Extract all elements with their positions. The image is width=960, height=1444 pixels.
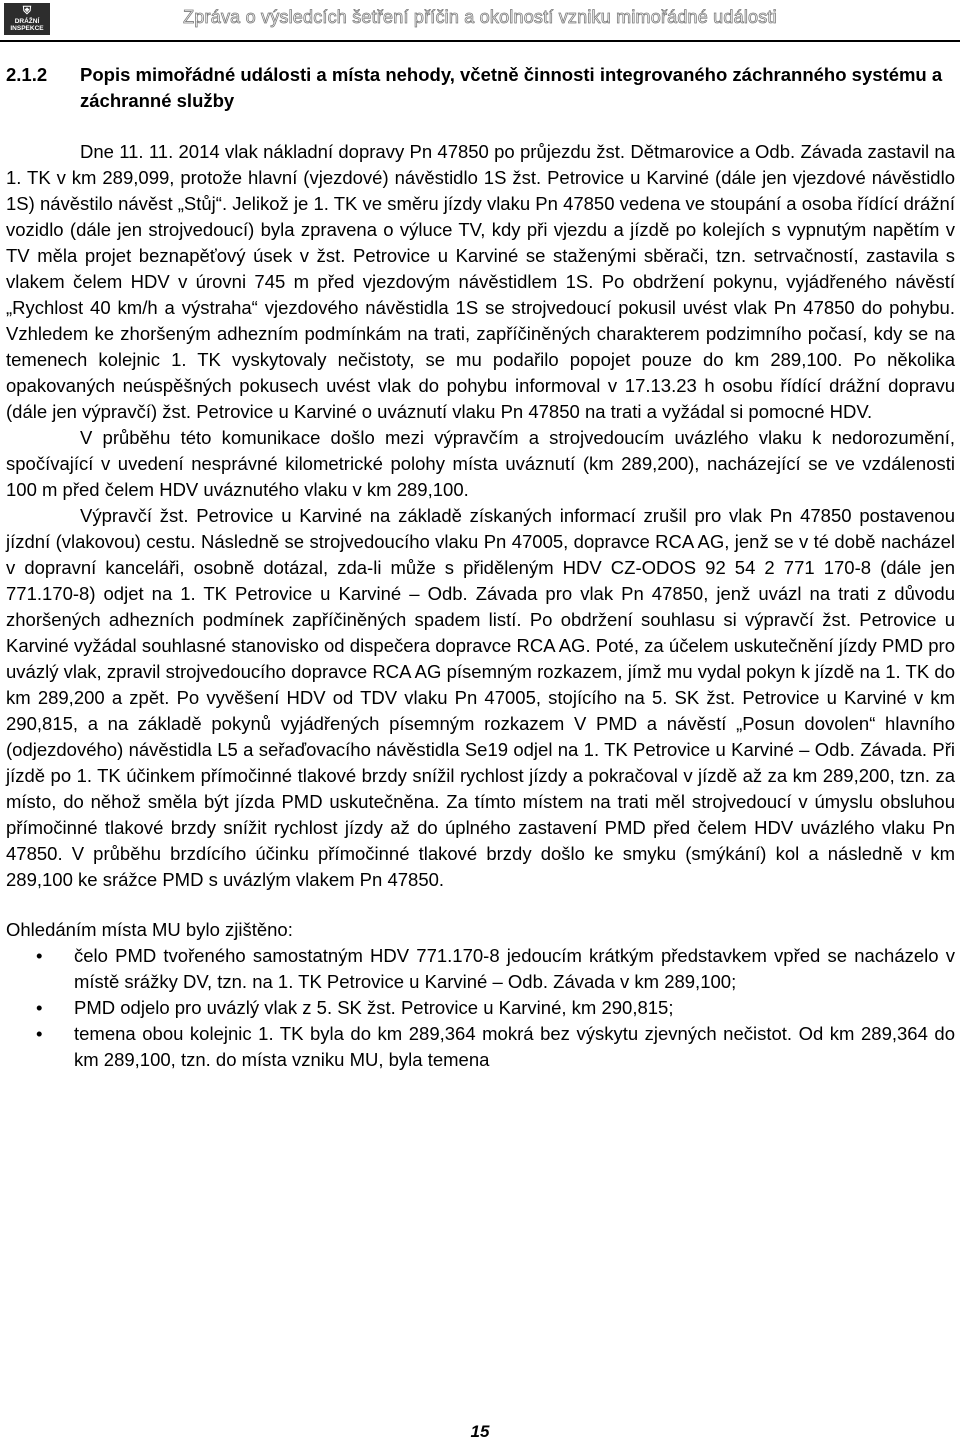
document-body — [6, 62, 955, 1073]
paragraph-communication: V průběhu této komunikace došlo mezi výpravčím a strojvedoucím uvázlého vlaku k nedorozumění, spočívající v uvedení nesprávné kilometrické polohy místa uváznutí (km 289,200), nacházející se ve vzdálenosti 100 m před čelem HDV uváznutého vlaku v km 289,100. — [6, 427, 955, 500]
report-title: Zpráva o výsledcích šetření příčin a okolností vzniku mimořádné události — [183, 7, 777, 27]
list-item: • temena obou kolejnic 1. TK byla do km 289,364 mokrá bez výskytu zjevných nečistot. Od km 289,364 do km 289,100, tzn. do místa vzniku MU, byla temena — [6, 1021, 955, 1073]
section-number: 2.1.2 — [6, 64, 48, 85]
paragraph-incident-description: Dne 11. 11. 2014 vlak nákladní dopravy Pn 47850 po průjezdu žst. Dětmarovice a Odb. Závada zastavil na 1. TK v km 289,099, protože hlavní (vjezdové) návěstidlo 1S žst. Petrovice u Karviné (dále jen vjezdové návěstidlo 1S) návěstilo návěst „Stůj“. Jelikož je 1. TK ve směru jízdy vlaku Pn 47850 vedena ve stoupání a osoba řídící drážní vozidlo (dále jen strojvedoucí) byla zpravena o výluce TV, kdy při vjezdu a jízdě po kolejích s vypnutým napětím v TV měla projet beznapěťový úsek v žst. Petrovice u Karviné se staženými sběrači, tzn. setrvačností, zastavila s vlakem čelem HDV v úrovni 745 m před vjezdovým návěstidlem 1S. Po obdržení pokynu, vyjádřeného návěstí „Rychlost 40 km/h a výstraha“ vjezdového návěstidla 1S se strojvedoucí pokusil uvést vlak Pn 47850 do pohybu. Vzhledem ke zhoršeným adhezním podmínkám na trati, zapříčiněných charakterem podzimního počasí, kdy se na temenech kolejnic 1. TK vyskytovaly nečistoty, se mu podařilo popojet pouze do km 289,100. Po několika opakovaných neúspěšných pokusech uvést vlak do pohybu informoval v 17.13.23 h osobu řídící drážní dopravu (dále jen výpravčí) žst. Petrovice u Karviné o uváznutí vlaku Pn 47850 na trati a vyžádal si pomocné HDV. — [6, 141, 955, 422]
header-divider — [0, 40, 960, 42]
inspection-findings-list — [6, 943, 955, 1073]
logo-text: DRÁŽNÍ INSPEKCE — [10, 18, 44, 32]
inspection-intro: Ohledáním místa MU bylo zjištěno: — [6, 919, 293, 940]
section-title: Popis mimořádné události a místa nehody, včetně činnosti integrovaného záchranného systému a záchranné služby — [80, 64, 943, 111]
page-number: 15 — [470, 1422, 490, 1441]
paragraph-rescue-ride: Výpravčí žst. Petrovice u Karviné na základě získaných informací zrušil pro vlak Pn 47850 postavenou jízdní (vlakovou) cestu. Následně se strojvedoucího vlaku Pn 47005, dopravce RCA AG, jenž se v té době nacházel v dopravní kanceláři, osobně dotázal, zda-li může s přiděleným HDV CZ-ODOS 92 54 2 771 170-8 (dále jen 771.170-8) odjet na 1. TK Petrovice u Karviné – Odb. Závada pro vlak Pn 47850, jenž uvázl na trati z důvodu zhoršených adhezních podmínek zapříčiněných spadem listí. Po obdržení souhlasu si výpravčí žst. Petrovice u Karviné vyžádal souhlasné stanovisko od dispečera dopravce RCA AG. Poté, za účelem uskutečnění jízdy PMD pro uvázlý vlak, zpravil strojvedoucího dopravce RCA AG písemným rozkazem, jímž mu vydal pokyn k jízdě na 1. TK do km 289,200 a zpět. Po vyvěšení HDV od TDV vlaku Pn 47005, stojícího na 5. SK žst. Petrovice u Karviné v km 290,815, a na základě pokynů vyjádřených písemným rozkazem V PMD a návěstí „Posun dovolen“ hlavního (odjezdového) návěstidla L5 a seřaďovacího návěstidla Se19 odjel na 1. TK Petrovice u Karviné – Odb. Závada. Při jízdě po 1. TK účinkem přímočinné tlakové brzdy snížil rychlost jízdy a pokračoval v jízdě až za km 289,200, tzn. za místo, do něhož směla být jízda PMD uskutečněna. Za tímto místem na trati měl strojvedoucí v úmyslu obsluhou přímočinné tlakové brzdy snížit rychlost jízdy až do úplného zastavení PMD před čelem HDV uvázlého vlaku Pn 47850. V průběhu brzdícího účinku přímočinné tlakové brzdy došlo ke smyku (smýkání) kol a následně v km 289,100 ke srážce PMD s uvázlým vlakem Pn 47850. — [6, 505, 955, 890]
inspection-logo — [4, 3, 50, 35]
logo-mark: ⛨ — [22, 5, 32, 17]
page-header — [0, 0, 960, 40]
list-item: • čelo PMD tvořeného samostatným HDV 771.170-8 jedoucím krátkým představkem vpřed se nacházelo v místě srážky DV, tzn. na 1. TK Petrovice u Karviné – Odb. Závada v km 289,100; — [6, 943, 955, 995]
section-heading — [6, 62, 955, 114]
list-item: • PMD odjelo pro uvázlý vlak z 5. SK žst. Petrovice u Karviné, km 290,815; — [6, 995, 955, 1021]
